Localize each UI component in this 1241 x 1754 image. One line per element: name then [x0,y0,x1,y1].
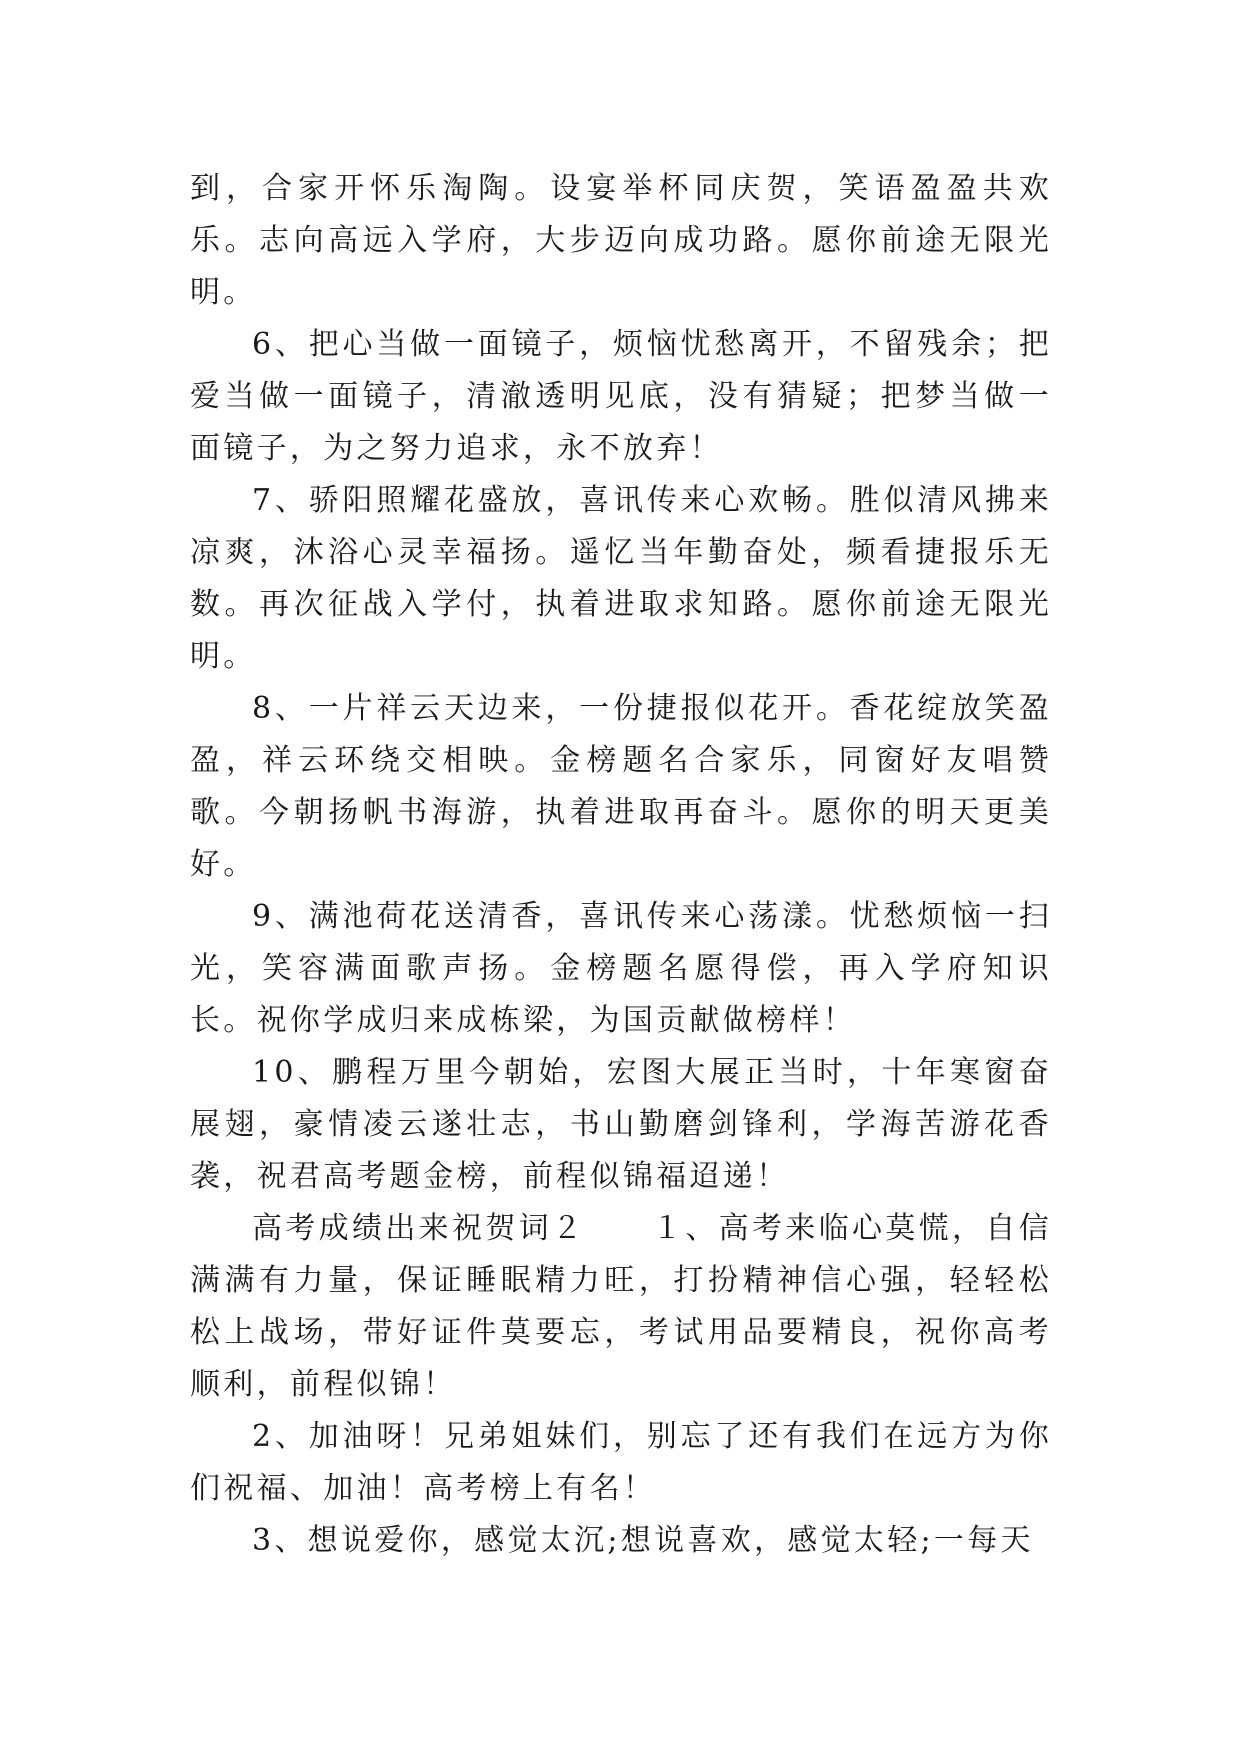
document-body [190,163,1052,1567]
paragraph-item-6: 6、把心当做一面镜子，烦恼忧愁离开，不留残余；把爱当做一面镜子，清澈透明见底，没有猜疑；把梦当做一面镜子，为之努力追求，永不放弃！ [190,327,1052,466]
paragraph-item-8: 8、一片祥云天边来，一份捷报似花开。香花绽放笑盈盈，祥云环绕交相映。金榜题名合家乐，同窗好友唱赞歌。今朝扬帆书海游，执着进取再奋斗。愿你的明天更美好。 [190,691,1052,882]
paragraph-section-2-item-3: 3、想说爱你，感觉太沉;想说喜欢，感觉太轻;一每天 [252,1523,1034,1558]
paragraph-section-2-item-1: 高考成绩出来祝贺词２ １、高考来临心莫慌，自信满满有力量，保证睡眠精力旺，打扮精神信心强，轻轻松松上战场，带好证件莫要忘，考试用品要精良，祝你高考顺利，前程似锦！ [190,1211,1052,1402]
paragraph-item-7: 7、骄阳照耀花盛放，喜讯传来心欢畅。胜似清风拂来凉爽，沐浴心灵幸福扬。遥忆当年勤奋处，频看捷报乐无数。再次征战入学付，执着进取求知路。愿你前途无限光明。 [190,483,1052,674]
paragraph-item-9: 9、满池荷花送清香，喜讯传来心荡漾。忧愁烦恼一扫光，笑容满面歌声扬。金榜题名愿得偿，再入学府知识长。祝你学成归来成栋梁，为国贡献做榜样！ [190,899,1052,1038]
paragraph-section-2-item-2: 2、加油呀！兄弟姐妹们，别忘了还有我们在远方为你们祝福、加油！高考榜上有名！ [190,1419,1052,1506]
paragraph-continuation: 到，合家开怀乐淘陶。设宴举杯同庆贺，笑语盈盈共欢乐。志向高远入学府，大步迈向成功路。愿你前途无限光明。 [190,171,1052,310]
paragraph-item-10: 10、鹏程万里今朝始，宏图大展正当时，十年寒窗奋展翅，豪情凌云遂壮志，书山勤磨剑锋利，学海苦游花香袭，祝君高考题金榜，前程似锦福迢递！ [190,1055,1052,1194]
